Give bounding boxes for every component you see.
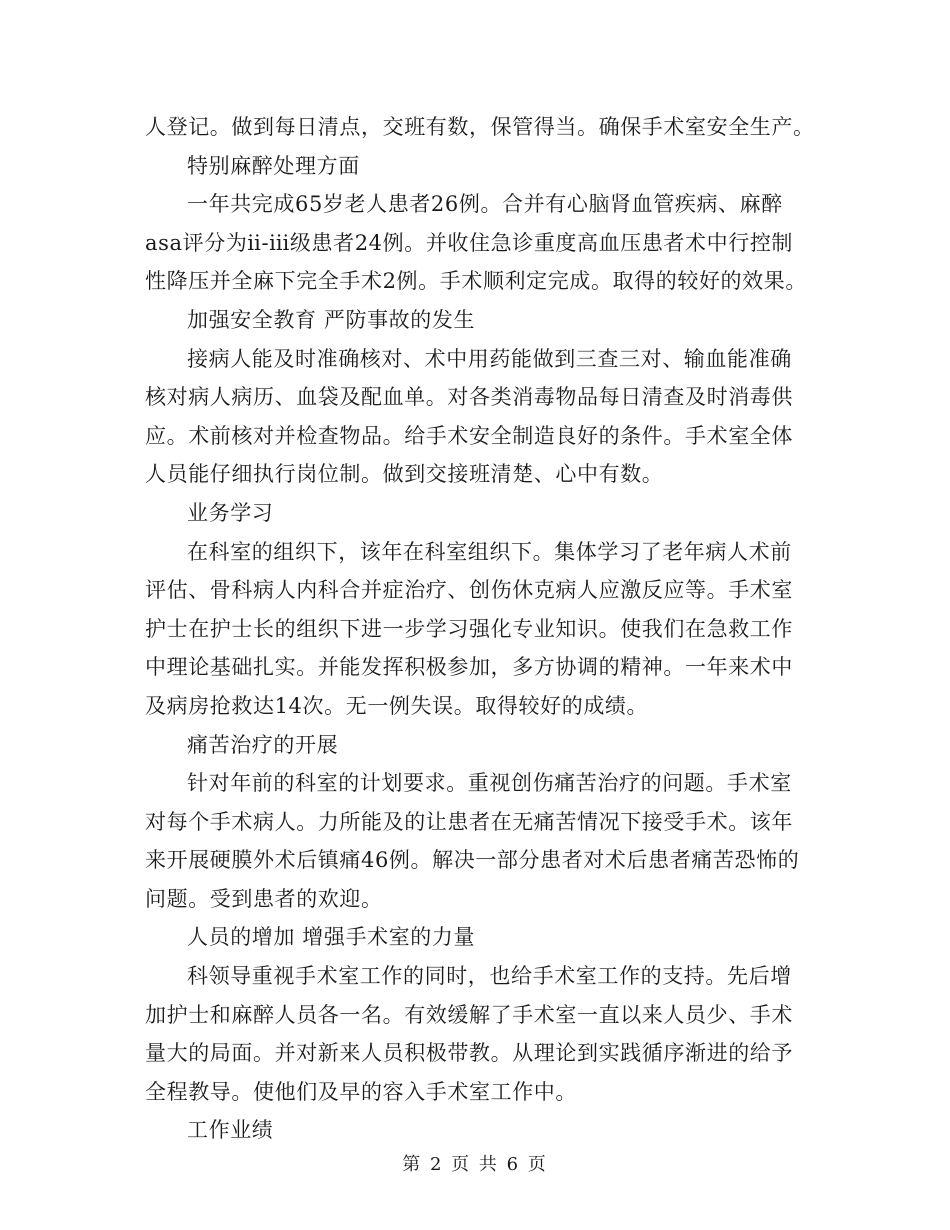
text-line: 对每个手术病人。力所能及的让患者在无痛苦情况下接受手术。该年 — [145, 809, 793, 834]
text-line: 来开展硬膜外术后镇痛46例。解决一部分患者对术后患者痛苦恐怖的 — [145, 848, 800, 873]
document-body — [145, 108, 815, 1150]
text-line: 特别麻醉处理方面 — [187, 153, 360, 178]
text-line: 全程教导。使他们及早的容入手术室工作中。 — [145, 1079, 577, 1104]
text-line: asa评分为ⅱ-ⅲ级患者24例。并收住急诊重度高血压患者术中行控制 — [145, 230, 794, 255]
text-line: 接病人能及时准确核对、术中用药能做到三查三对、输血能准确 — [187, 346, 792, 371]
text-line: 问题。受到患者的欢迎。 — [145, 886, 383, 911]
text-line: 性降压并全麻下完全手术2例。手术顺利定完成。取得的较好的效果。 — [145, 269, 807, 294]
text-line: 加护士和麻醉人员各一名。有效缓解了手术室一直以来人员少、手术 — [145, 1002, 793, 1027]
text-line: 针对年前的科室的计划要求。重视创伤痛苦治疗的问题。手术室 — [187, 771, 792, 796]
text-line: 加强安全教育 严防事故的发生 — [187, 307, 476, 332]
text-line: 护士在护士长的组织下进一步学习强化专业知识。使我们在急救工作 — [145, 616, 793, 641]
text-line: 应。术前核对并检查物品。给手术安全制造良好的条件。手术室全体 — [145, 423, 793, 448]
text-line: 科领导重视手术室工作的同时，也给手术室工作的支持。先后增 — [187, 964, 792, 989]
text-line: 及病房抢救达14次。无一例失误。取得较好的成绩。 — [145, 693, 649, 718]
text-line: 痛苦治疗的开展 — [187, 732, 339, 757]
text-line: 中理论基础扎实。并能发挥积极参加，多方协调的精神。一年来术中 — [145, 655, 793, 680]
text-line: 在科室的组织下，该年在科室组织下。集体学习了老年病人术前 — [187, 539, 792, 564]
text-line: 评估、骨科病人内科合并症治疗、创伤休克病人应激反应等。手术室 — [145, 578, 793, 603]
text-line: 人员能仔细执行岗位制。做到交接班清楚、心中有数。 — [145, 462, 664, 487]
text-line: 人员的增加 增强手术室的力量 — [187, 925, 476, 950]
text-line: 人登记。做到每日清点，交班有数，保管得当。确保手术室安全生产。 — [145, 115, 815, 139]
text-line: 核对病人病历、血袋及配血单。对各类消毒物品每日清查及时消毒供 — [145, 385, 793, 410]
text-line: 工作业绩 — [187, 1118, 274, 1143]
text-line: 一年共完成65岁老人患者26例。合并有心脑肾血管疾病、麻醉 — [187, 192, 783, 217]
text-line: 业务学习 — [187, 500, 274, 525]
page-footer: 第 2 页 共 6 页 — [402, 1154, 548, 1175]
text-line: 量大的局面。并对新来人员积极带教。从理论到实践循序渐进的给予 — [145, 1041, 793, 1066]
